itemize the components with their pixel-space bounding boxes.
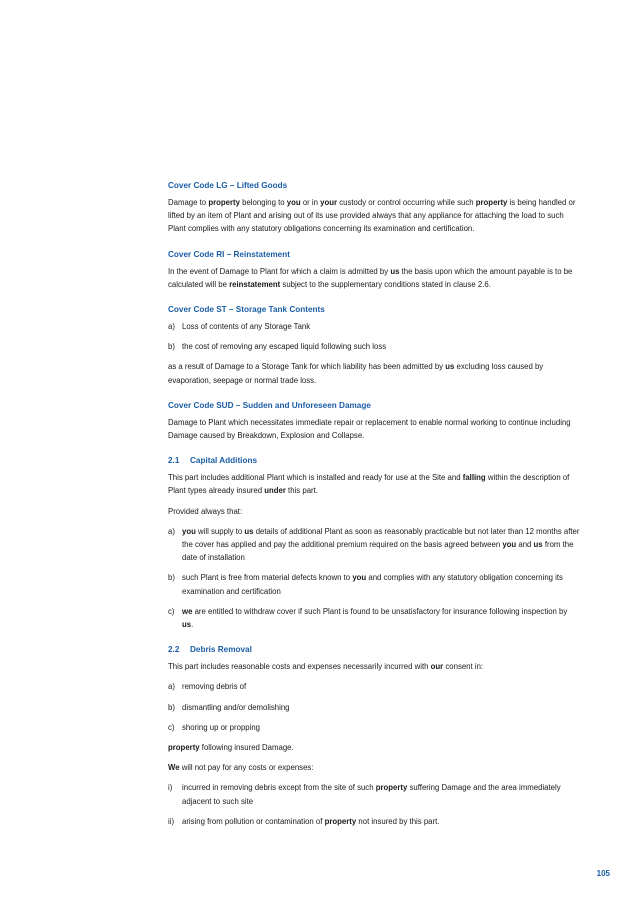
list-item [168,721,580,734]
list-text: the cost of removing any escaped liquid following such loss [182,342,387,352]
list-text: arising from pollution or contamination of property not insured by this part. [182,816,440,826]
section-number: 2.2 [168,645,180,655]
list-item [168,340,580,353]
heading-section-2-1 [168,455,580,466]
list-label: ii) [168,816,175,826]
paragraph-debris-removal-intro: This part includes reasonable costs and expenses necessarily incurred with our consent in: [168,662,484,672]
list-text: removing debris of [182,682,247,692]
paragraph-property-following: property following insured Damage. [168,743,294,753]
list-text: Loss of contents of any Storage Tank [182,322,311,332]
paragraph-storage-tank: as a result of Damage to a Storage Tank for which liability has been admitted by us excluding loss caused by evaporation, seepage or normal trade loss. [168,362,544,385]
paragraph-sudden-damage: Damage to Plant which necessitates immediate repair or replacement to enable normal working to continue including Damage caused by Breakdown, Explosion and Collapse. [168,417,571,441]
list-item [168,781,580,807]
list-text: dismantling and/or demolishing [182,702,290,712]
list-label: i) [168,783,173,793]
list-text: such Plant is free from material defects known to you and complies with any statutory obligation concerning its examination and certification [182,573,563,596]
list-item [168,680,580,693]
heading-section-2-2 [168,644,580,655]
paragraph-reinstatement: In the event of Damage to Plant for which a claim is admitted by us the basis upon which the amount payable is to be calculated will be reinstatement subject to the supplementary conditions stated in clause 2.6. [168,266,573,289]
list-item [168,571,580,597]
list-item [168,320,580,333]
paragraph-provided-always: Provided always that: [168,506,243,516]
list-label: b) [168,702,175,712]
heading-cover-code-sud: Cover Code SUD – Sudden and Unforeseen Damage [168,400,371,410]
page-number: 105 [596,869,610,878]
list-label: a) [168,682,175,692]
list-item [168,605,580,631]
paragraph-capital-additions-intro: This part includes additional Plant which is installed and ready for use at the Site and falling within the description of Plant types already insured under this part. [168,473,570,496]
list-label: a) [168,322,175,332]
list-text: incurred in removing debris except from the site of such property suffering Damage and the area immediately adjacent to such site [182,783,561,806]
list-item [168,701,580,714]
heading-cover-code-ri: Cover Code RI – Reinstatement [168,249,290,259]
section-title: Capital Additions [190,456,258,466]
list-label: b) [168,342,175,352]
list-label: a) [168,526,175,536]
list-item [168,525,580,565]
paragraph-lifted-goods: Damage to property belonging to you or in your custody or control occurring while such property is being handled or lifted by an item of Plant and arising out of its use provided always that any appliance for attaching the load to such Plant complies with any statutory obligations concerning its examination and certification. [168,198,576,234]
paragraph-exclusions-intro: We will not pay for any costs or expenses: [168,763,314,773]
list-text: shoring up or propping [182,722,261,732]
page-content [168,180,580,835]
section-title: Debris Removal [190,645,252,655]
heading-cover-code-st: Cover Code ST – Storage Tank Contents [168,305,325,315]
list-text: you will supply to us details of additional Plant as soon as reasonably practicable but not later than 12 months after the cover has applied and pay the additional premium required on the basis agreed between you and us from the date of installation [182,526,580,563]
list-text: we are entitled to withdraw cover if such Plant is found to be unsatisfactory for insurance following inspection by us. [182,606,568,630]
heading-cover-code-lg: Cover Code LG – Lifted Goods [168,181,288,190]
list-item [168,815,580,828]
list-label: b) [168,573,175,583]
list-label: c) [168,606,175,616]
section-number: 2.1 [168,456,180,466]
list-label: c) [168,722,175,732]
